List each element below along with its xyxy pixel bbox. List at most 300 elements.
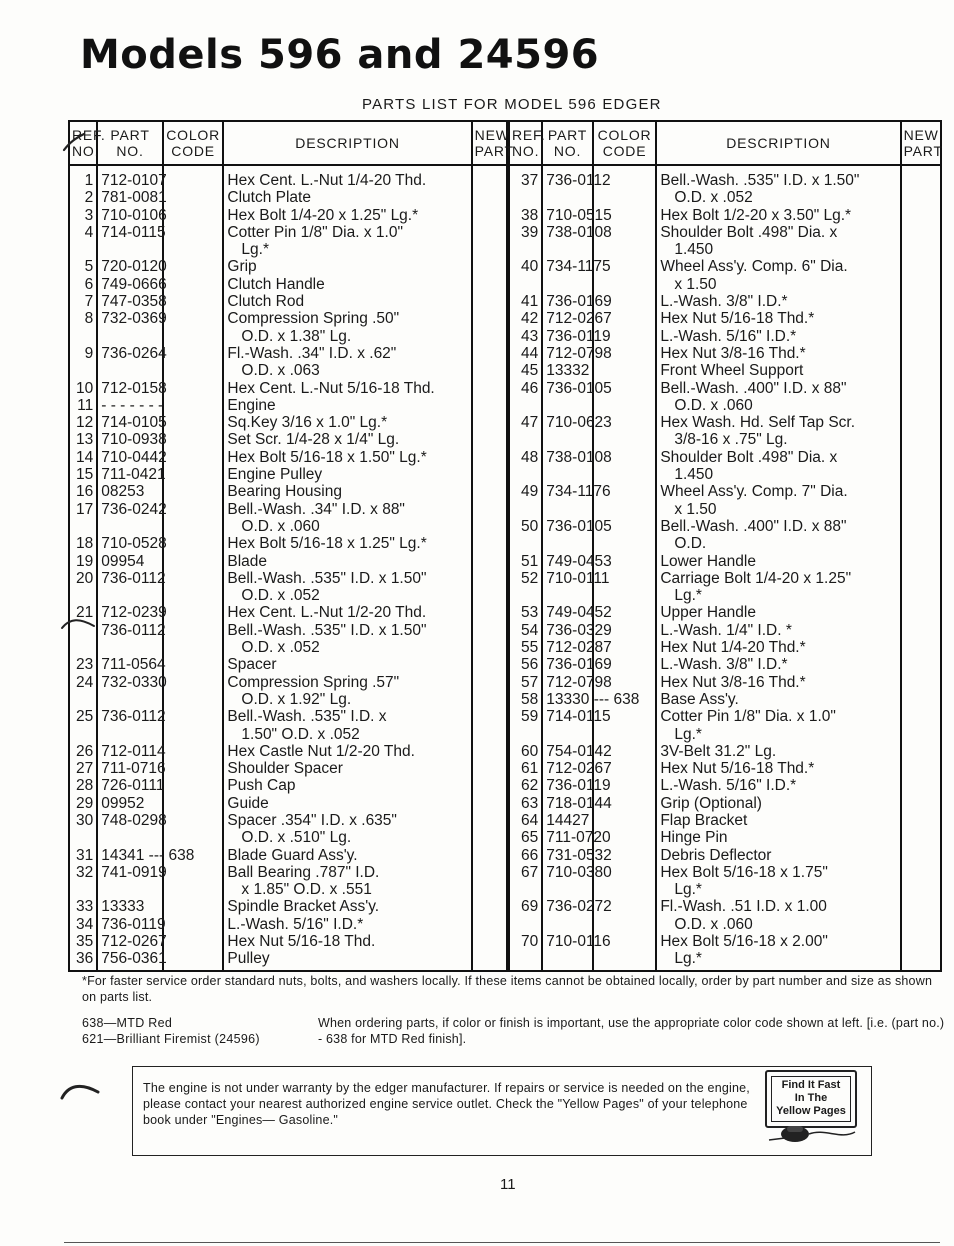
description-cell <box>223 276 471 293</box>
ref-no-cell <box>69 881 97 898</box>
description-cell <box>656 812 900 829</box>
description-text: 1.450 <box>674 241 714 259</box>
part-no-cell: 736-0242 <box>97 501 163 518</box>
new-part-cell <box>472 362 508 379</box>
table-header-row <box>69 121 941 165</box>
description-text: Bell.-Wash. .34" I.D. x 88" <box>227 500 405 518</box>
part-no-cell: 748-0298 <box>97 812 163 829</box>
ref-no-cell: 53 <box>508 604 542 621</box>
color-code-cell <box>163 881 224 898</box>
new-part-cell <box>901 241 941 258</box>
new-part-cell <box>901 777 941 794</box>
part-no-cell: 741-0919 <box>97 864 163 881</box>
color-code-cell <box>163 604 224 621</box>
description-cell <box>223 501 471 518</box>
table-row <box>69 380 941 397</box>
new-part-cell <box>901 743 941 760</box>
ref-no-cell <box>508 726 542 743</box>
description-cell <box>223 241 471 258</box>
part-no-cell: 710-0623 <box>542 414 592 431</box>
description-cell <box>656 276 900 293</box>
part-no-cell: 714-0115 <box>97 224 163 241</box>
ref-no-cell: 56 <box>508 656 542 673</box>
part-no-cell: 711-0564 <box>97 656 163 673</box>
ref-no-cell <box>69 518 97 535</box>
table-row <box>69 310 941 327</box>
part-no-cell <box>97 639 163 656</box>
part-no-cell: 738-0108 <box>542 224 592 241</box>
description-cell <box>656 898 900 915</box>
part-no-cell: 736-0169 <box>542 656 592 673</box>
color-code-cell <box>163 483 224 500</box>
header-new-part: NEW PART <box>472 121 508 165</box>
new-part-cell <box>901 380 941 397</box>
new-part-cell <box>472 518 508 535</box>
part-no-cell: 754-0142 <box>542 743 592 760</box>
description-text: Grip (Optional) <box>660 794 762 812</box>
new-part-cell <box>472 674 508 691</box>
description-cell <box>223 380 471 397</box>
part-no-cell <box>542 189 592 206</box>
pencil-mark-icon <box>58 1078 104 1102</box>
color-code-cell <box>163 587 224 604</box>
part-no-cell: 736-0105 <box>542 380 592 397</box>
ref-no-cell: 21 <box>69 604 97 621</box>
ref-no-cell <box>508 501 542 518</box>
ref-no-cell: 34 <box>69 916 97 933</box>
description-cell <box>656 431 900 448</box>
header-description: DESCRIPTION <box>223 121 471 165</box>
color-code-cell <box>593 950 657 970</box>
table-row <box>69 743 941 760</box>
ref-no-cell: 27 <box>69 760 97 777</box>
ref-no-cell: 47 <box>508 414 542 431</box>
ref-no-cell: 16 <box>69 483 97 500</box>
description-cell <box>656 483 900 500</box>
description-text: Fl.-Wash. .34" I.D. x .62" <box>227 344 397 362</box>
description-cell <box>656 165 900 189</box>
ref-no-cell <box>508 535 542 552</box>
ref-no-cell: 67 <box>508 864 542 881</box>
part-no-cell <box>542 276 592 293</box>
new-part-cell <box>901 189 941 206</box>
description-text: Lg.* <box>674 587 702 605</box>
color-code-cell <box>593 431 657 448</box>
description-cell <box>223 656 471 673</box>
description-text: 3/8-16 x .75" Lg. <box>674 431 788 449</box>
part-no-cell: 712-0267 <box>97 933 163 950</box>
header-color-code: COLOR CODE <box>163 121 224 165</box>
part-no-cell: 720-0120 <box>97 258 163 275</box>
part-no-cell <box>97 362 163 379</box>
description-cell <box>223 483 471 500</box>
table-row <box>69 449 941 466</box>
description-text: Hex Castle Nut 1/2-20 Thd. <box>227 742 415 760</box>
color-code-cell <box>163 414 224 431</box>
description-text: Grip <box>227 258 257 276</box>
description-cell <box>656 743 900 760</box>
ref-no-cell: 10 <box>69 380 97 397</box>
ref-no-cell: 24 <box>69 674 97 691</box>
part-no-cell: 710-0116 <box>542 933 592 950</box>
ref-no-cell: 69 <box>508 898 542 915</box>
ref-no-cell: 57 <box>508 674 542 691</box>
color-code-cell <box>163 743 224 760</box>
description-cell <box>656 587 900 604</box>
ref-no-cell: 43 <box>508 328 542 345</box>
description-text: O.D. x 1.38" Lg. <box>241 327 352 345</box>
description-text: Clutch Plate <box>227 189 311 207</box>
description-text: Hex Bolt 5/16-18 x 2.00" <box>660 933 828 951</box>
part-no-cell <box>542 241 592 258</box>
description-cell <box>656 518 900 535</box>
part-no-cell: 749-0666 <box>97 276 163 293</box>
part-no-cell: 710-0380 <box>542 864 592 881</box>
description-cell <box>223 864 471 881</box>
new-part-cell <box>901 950 941 970</box>
description-cell <box>656 864 900 881</box>
ref-no-cell <box>69 241 97 258</box>
description-cell <box>656 674 900 691</box>
new-part-cell <box>472 207 508 224</box>
new-part-cell <box>472 345 508 362</box>
part-no-cell: 736-0112 <box>97 622 163 639</box>
table-row <box>69 812 941 829</box>
new-part-cell <box>472 380 508 397</box>
ref-no-cell <box>508 276 542 293</box>
page-number: 11 <box>500 1176 516 1193</box>
part-no-cell: 718-0144 <box>542 795 592 812</box>
color-code-cell <box>593 397 657 414</box>
description-cell <box>223 760 471 777</box>
description-text: Bell.-Wash. .400" I.D. x 88" <box>660 517 847 535</box>
new-part-cell <box>472 587 508 604</box>
description-text: Hex Nut 5/16-18 Thd. <box>227 933 376 951</box>
color-code-cell <box>163 535 224 552</box>
table-row <box>69 207 941 224</box>
description-text: L.-Wash. 3/8" I.D.* <box>660 293 788 311</box>
header-new-part: NEW PART <box>901 121 941 165</box>
part-no-cell <box>97 726 163 743</box>
description-text: Ball Bearing .787" I.D. <box>227 863 380 881</box>
description-text: Shoulder Bolt .498" Dia. x <box>660 223 838 241</box>
new-part-cell <box>472 691 508 708</box>
new-part-cell <box>472 847 508 864</box>
new-part-cell <box>901 829 941 846</box>
description-text: Bell.-Wash. .535" I.D. x 1.50" <box>227 621 427 639</box>
part-no-cell: 710-0528 <box>97 535 163 552</box>
description-cell <box>656 829 900 846</box>
description-cell <box>656 535 900 552</box>
description-text: Cotter Pin 1/8" Dia. x 1.0" <box>660 708 836 726</box>
ref-no-cell: 63 <box>508 795 542 812</box>
description-text: Hex Wash. Hd. Self Tap Scr. <box>660 414 856 432</box>
description-cell <box>656 328 900 345</box>
color-code-cell <box>593 241 657 258</box>
description-text: L.-Wash. 5/16" I.D.* <box>227 915 364 933</box>
part-no-cell <box>542 587 592 604</box>
description-cell <box>223 777 471 794</box>
new-part-cell <box>472 276 508 293</box>
color-code-cell <box>163 466 224 483</box>
ref-no-cell: 8 <box>69 310 97 327</box>
description-cell <box>223 397 471 414</box>
description-cell <box>656 622 900 639</box>
description-cell <box>223 553 471 570</box>
part-no-cell: 712-0267 <box>542 760 592 777</box>
color-code-cell <box>163 501 224 518</box>
table-row <box>69 570 941 587</box>
part-no-cell <box>542 950 592 970</box>
color-code-cell <box>163 310 224 327</box>
new-part-cell <box>472 535 508 552</box>
description-cell <box>656 760 900 777</box>
table-row <box>69 674 941 691</box>
color-code-cell <box>163 362 224 379</box>
ref-no-cell: 25 <box>69 708 97 725</box>
header-description: DESCRIPTION <box>656 121 900 165</box>
ref-no-cell: 28 <box>69 777 97 794</box>
part-no-cell <box>542 466 592 483</box>
yellow-pages-label: Find It Fast In The Yellow Pages <box>776 1079 846 1117</box>
ref-no-cell: 7 <box>69 293 97 310</box>
color-code-item: 621—Brilliant Firemist (24596) <box>82 1032 260 1046</box>
description-cell <box>223 950 471 970</box>
new-part-cell <box>472 328 508 345</box>
description-cell <box>656 189 900 206</box>
ref-no-cell: 15 <box>69 466 97 483</box>
page-title: Models 596 and 24596 <box>80 32 600 78</box>
color-code-item: 638—MTD Red <box>82 1016 173 1030</box>
ref-no-cell: 41 <box>508 293 542 310</box>
new-part-cell <box>901 656 941 673</box>
part-no-cell: 710-0442 <box>97 449 163 466</box>
table-row <box>69 760 941 777</box>
description-text: Lg.* <box>674 881 702 899</box>
header-part-no: PART NO. <box>542 121 592 165</box>
color-code-cell <box>163 207 224 224</box>
header-color-code: COLOR CODE <box>593 121 657 165</box>
description-cell <box>656 708 900 725</box>
header-ref-no: REF. NO. <box>508 121 542 165</box>
ref-no-cell: 12 <box>69 414 97 431</box>
ref-no-cell: 49 <box>508 483 542 500</box>
description-cell <box>656 726 900 743</box>
description-text: O.D. x .060 <box>241 517 320 535</box>
description-text: Lg.* <box>674 725 702 743</box>
table-row <box>69 604 941 621</box>
ref-no-cell <box>69 328 97 345</box>
table-row <box>69 691 941 708</box>
description-text: Hex Cent. L.-Nut 1/4-20 Thd. <box>227 172 427 189</box>
new-part-cell <box>901 898 941 915</box>
description-cell <box>223 795 471 812</box>
ref-no-cell: 23 <box>69 656 97 673</box>
description-cell <box>223 622 471 639</box>
description-text: Debris Deflector <box>660 846 772 864</box>
table-row <box>69 795 941 812</box>
description-text: Hex Nut 5/16-18 Thd.* <box>660 310 815 328</box>
description-cell <box>656 293 900 310</box>
ref-no-cell: 14 <box>69 449 97 466</box>
engine-warranty-text: The engine is not under warranty by the edger manufacturer. If repairs or service is needed on the engine, please contact your nearest authorized engine service outlet. Check the "Yellow Pages" of your telephone book under "Engines— Gasoline." <box>143 1081 750 1127</box>
description-cell <box>223 258 471 275</box>
part-no-cell: 749-0453 <box>542 553 592 570</box>
description-cell <box>223 881 471 898</box>
description-cell <box>656 241 900 258</box>
description-text: L.-Wash. 3/8" I.D.* <box>660 656 788 674</box>
part-no-cell: 736-0329 <box>542 622 592 639</box>
new-part-cell <box>472 604 508 621</box>
description-text: 1.50" O.D. x .052 <box>241 725 360 743</box>
description-cell <box>656 916 900 933</box>
description-text: Hex Nut 5/16-18 Thd.* <box>660 760 815 778</box>
description-cell <box>656 414 900 431</box>
description-text: Hex Nut 1/4-20 Thd.* <box>660 639 806 657</box>
new-part-cell <box>901 553 941 570</box>
description-text: Hex Bolt 1/4-20 x 1.25" Lg.* <box>227 206 419 224</box>
new-part-cell <box>901 224 941 241</box>
ref-no-cell: 54 <box>508 622 542 639</box>
new-part-cell <box>901 622 941 639</box>
new-part-cell <box>472 189 508 206</box>
new-part-cell <box>901 345 941 362</box>
table-row <box>69 414 941 431</box>
part-no-cell: 712-0287 <box>542 639 592 656</box>
table-row <box>69 466 941 483</box>
table-row <box>69 518 941 535</box>
part-no-cell: 711-0720 <box>542 829 592 846</box>
new-part-cell <box>472 916 508 933</box>
description-cell <box>656 950 900 970</box>
description-cell <box>223 898 471 915</box>
description-text: Hex Bolt 1/2-20 x 3.50" Lg.* <box>660 206 852 224</box>
color-code-cell <box>163 812 224 829</box>
part-no-cell: 710-0106 <box>97 207 163 224</box>
ref-no-cell: 59 <box>508 708 542 725</box>
new-part-cell <box>472 950 508 970</box>
part-no-cell: 738-0108 <box>542 449 592 466</box>
description-text: Flap Bracket <box>660 811 748 829</box>
part-no-cell <box>97 691 163 708</box>
new-part-cell <box>472 829 508 846</box>
new-part-cell <box>472 708 508 725</box>
new-part-cell <box>901 726 941 743</box>
description-cell <box>656 639 900 656</box>
description-cell <box>223 328 471 345</box>
description-cell <box>656 380 900 397</box>
description-text: Clutch Handle <box>227 275 325 293</box>
description-cell <box>223 345 471 362</box>
new-part-cell <box>901 916 941 933</box>
color-code-cell <box>163 570 224 587</box>
new-part-cell <box>472 483 508 500</box>
table-row <box>69 898 941 915</box>
table-row <box>69 258 941 275</box>
table-row <box>69 397 941 414</box>
pencil-mark-icon <box>62 128 102 158</box>
color-code-cell <box>163 224 224 241</box>
header-ref-no: REF. NO. <box>69 121 97 165</box>
new-part-cell <box>472 881 508 898</box>
new-part-cell <box>472 414 508 431</box>
description-cell <box>223 466 471 483</box>
part-no-cell: 736-0119 <box>542 777 592 794</box>
part-no-cell: 712-0114 <box>97 743 163 760</box>
description-cell <box>223 743 471 760</box>
description-text: Push Cap <box>227 777 296 795</box>
ref-no-cell: 33 <box>69 898 97 915</box>
part-no-cell: 13332 <box>542 362 592 379</box>
part-no-cell: 712-0798 <box>542 674 592 691</box>
part-no-cell: - - - - - - - <box>97 397 163 414</box>
new-part-cell <box>901 518 941 535</box>
table-row <box>69 553 941 570</box>
description-cell <box>656 553 900 570</box>
description-cell <box>223 165 471 189</box>
new-part-cell <box>901 795 941 812</box>
part-no-cell: 732-0369 <box>97 310 163 327</box>
new-part-cell <box>472 466 508 483</box>
part-no-cell: 736-0119 <box>542 328 592 345</box>
new-part-cell <box>901 165 941 189</box>
color-code-cell <box>163 397 224 414</box>
part-no-cell <box>97 587 163 604</box>
part-no-cell: 734-1175 <box>542 258 592 275</box>
part-no-cell <box>542 916 592 933</box>
description-text: x 1.50 <box>674 275 717 293</box>
ref-no-cell: 55 <box>508 639 542 656</box>
description-text: L.-Wash. 1/4" I.D. * <box>660 621 792 639</box>
part-no-cell: 736-0105 <box>542 518 592 535</box>
description-text: O.D. x .510" Lg. <box>241 829 352 847</box>
new-part-cell <box>901 535 941 552</box>
new-part-cell <box>472 622 508 639</box>
part-no-cell <box>542 397 592 414</box>
ref-no-cell <box>508 881 542 898</box>
table-row <box>69 829 941 846</box>
description-text: Bell.-Wash. .535" I.D. x 1.50" <box>227 569 427 587</box>
new-part-cell <box>901 570 941 587</box>
color-code-cell <box>163 165 224 189</box>
description-cell <box>223 535 471 552</box>
parts-list-title: PARTS LIST FOR MODEL 596 EDGER <box>362 96 662 113</box>
new-part-cell <box>472 310 508 327</box>
yellow-pages-frame <box>765 1070 857 1128</box>
description-cell <box>223 449 471 466</box>
description-text: x 1.85" O.D. x .551 <box>241 881 372 899</box>
ref-no-cell <box>508 397 542 414</box>
color-code-cell <box>593 535 657 552</box>
color-code-cell <box>163 691 224 708</box>
part-no-cell: 710-0515 <box>542 207 592 224</box>
new-part-cell <box>472 743 508 760</box>
pencil-mark-icon <box>60 612 100 634</box>
description-cell <box>656 449 900 466</box>
color-code-cell <box>163 431 224 448</box>
description-text: L.-Wash. 5/16" I.D.* <box>660 777 797 795</box>
description-cell <box>223 847 471 864</box>
ref-no-cell: 37 <box>508 165 542 189</box>
new-part-cell <box>901 587 941 604</box>
description-cell <box>656 362 900 379</box>
color-code-cell <box>163 241 224 258</box>
table-row <box>69 622 941 639</box>
color-code-cell <box>163 328 224 345</box>
description-text: O.D. x .052 <box>241 639 320 657</box>
description-cell <box>223 293 471 310</box>
description-text: Blade <box>227 552 268 570</box>
